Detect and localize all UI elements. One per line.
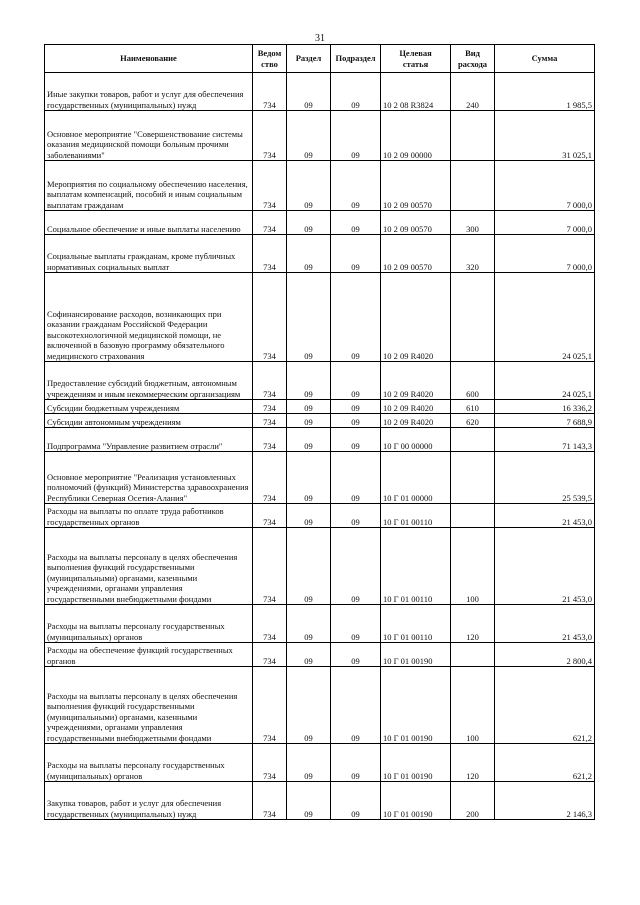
row-subsection: 09	[331, 235, 381, 273]
table-row	[45, 605, 595, 643]
row-section: 09	[287, 528, 331, 605]
row-amount: 16 336,2	[495, 400, 595, 414]
row-section: 09	[287, 667, 331, 744]
row-subsection: 09	[331, 73, 381, 111]
row-target: 10 2 09 R4020	[381, 400, 451, 414]
row-amount: 21 453,0	[495, 605, 595, 643]
row-target: 10 Г 01 00000	[381, 452, 451, 504]
row-type: 320	[451, 235, 495, 273]
row-subsection: 09	[331, 744, 381, 782]
row-subsection: 09	[331, 273, 381, 362]
table-row	[45, 400, 595, 414]
row-section: 09	[287, 111, 331, 161]
row-amount: 71 143,3	[495, 428, 595, 452]
row-amount: 24 025,1	[495, 273, 595, 362]
row-target: 10 Г 01 00110	[381, 605, 451, 643]
row-type: 300	[451, 211, 495, 235]
row-section: 09	[287, 161, 331, 211]
row-amount: 7 000,0	[495, 211, 595, 235]
row-amount: 2 146,3	[495, 782, 595, 820]
row-type	[451, 504, 495, 528]
row-target: 10 Г 01 00190	[381, 744, 451, 782]
row-dept: 734	[253, 744, 287, 782]
row-subsection: 09	[331, 362, 381, 400]
row-dept: 734	[253, 414, 287, 428]
row-amount: 21 453,0	[495, 528, 595, 605]
row-name: Расходы на выплаты персоналу в целях обеспечения выполнения функций государственными (муниципальными) органами, казенными учреждениями, органами управления государственными внебюджетными фондами	[45, 667, 253, 744]
row-section: 09	[287, 744, 331, 782]
row-section: 09	[287, 643, 331, 667]
header-subsection: Подраздел	[331, 45, 381, 73]
row-target: 10 2 09 R4020	[381, 273, 451, 362]
row-name: Иные закупки товаров, работ и услуг для обеспечения государственных (муниципальных) нужд	[45, 73, 253, 111]
row-amount: 7 000,0	[495, 235, 595, 273]
row-section: 09	[287, 782, 331, 820]
row-type: 240	[451, 73, 495, 111]
row-target: 10 Г 01 00190	[381, 643, 451, 667]
row-target: 10 2 09 R4020	[381, 414, 451, 428]
row-name: Социальные выплаты гражданам, кроме публичных нормативных социальных выплат	[45, 235, 253, 273]
row-target: 10 2 09 00000	[381, 111, 451, 161]
row-subsection: 09	[331, 643, 381, 667]
row-amount: 7 000,0	[495, 161, 595, 211]
row-target: 10 2 08 R3824	[381, 73, 451, 111]
header-amount: Сумма	[495, 45, 595, 73]
row-type	[451, 273, 495, 362]
row-subsection: 09	[331, 211, 381, 235]
row-name: Основное мероприятие "Совершенствование системы оказания медицинской помощи больным прочими заболеваниями"	[45, 111, 253, 161]
table-row	[45, 428, 595, 452]
row-amount: 621,2	[495, 667, 595, 744]
row-name: Субсидии бюджетным учреждениям	[45, 400, 253, 414]
row-section: 09	[287, 273, 331, 362]
row-type	[451, 452, 495, 504]
row-subsection: 09	[331, 111, 381, 161]
row-target: 10 2 09 R4020	[381, 362, 451, 400]
row-dept: 734	[253, 273, 287, 362]
row-dept: 734	[253, 211, 287, 235]
row-dept: 734	[253, 400, 287, 414]
row-type: 620	[451, 414, 495, 428]
row-section: 09	[287, 400, 331, 414]
row-target: 10 2 09 00570	[381, 161, 451, 211]
row-name: Расходы на выплаты персоналу в целях обеспечения выполнения функций государственными (муниципальными) органами, казенными учреждениями, органами управления государственными внебюджетными фондами	[45, 528, 253, 605]
row-dept: 734	[253, 161, 287, 211]
row-amount: 24 025,1	[495, 362, 595, 400]
table-row	[45, 211, 595, 235]
row-type: 200	[451, 782, 495, 820]
table-row	[45, 161, 595, 211]
row-type: 100	[451, 667, 495, 744]
row-section: 09	[287, 428, 331, 452]
row-amount: 621,2	[495, 744, 595, 782]
row-name: Расходы на выплаты персоналу государственных (муниципальных) органов	[45, 605, 253, 643]
table-row	[45, 273, 595, 362]
row-type	[451, 428, 495, 452]
table-row	[45, 782, 595, 820]
row-dept: 734	[253, 235, 287, 273]
table-row	[45, 452, 595, 504]
row-dept: 734	[253, 782, 287, 820]
header-type: Вид расхода	[451, 45, 495, 73]
table-row	[45, 73, 595, 111]
row-subsection: 09	[331, 667, 381, 744]
row-type	[451, 643, 495, 667]
row-name: Субсидии автономным учреждениям	[45, 414, 253, 428]
row-section: 09	[287, 211, 331, 235]
row-amount: 7 688,9	[495, 414, 595, 428]
row-target: 10 Г 01 00190	[381, 667, 451, 744]
row-dept: 734	[253, 528, 287, 605]
row-name: Расходы на обеспечение функций государственных органов	[45, 643, 253, 667]
row-subsection: 09	[331, 528, 381, 605]
table-row	[45, 667, 595, 744]
row-dept: 734	[253, 362, 287, 400]
row-subsection: 09	[331, 605, 381, 643]
row-target: 10 Г 01 00110	[381, 504, 451, 528]
table-row	[45, 414, 595, 428]
row-target: 10 2 09 00570	[381, 211, 451, 235]
table-row	[45, 235, 595, 273]
table-row	[45, 504, 595, 528]
row-amount: 2 800,4	[495, 643, 595, 667]
table-row	[45, 111, 595, 161]
row-subsection: 09	[331, 782, 381, 820]
row-dept: 734	[253, 452, 287, 504]
page-number: 31	[315, 33, 325, 44]
row-subsection: 09	[331, 400, 381, 414]
row-target: 10 Г 01 00190	[381, 782, 451, 820]
row-type: 120	[451, 744, 495, 782]
row-subsection: 09	[331, 161, 381, 211]
row-subsection: 09	[331, 452, 381, 504]
row-type: 610	[451, 400, 495, 414]
row-name: Расходы на выплаты персоналу государственных (муниципальных) органов	[45, 744, 253, 782]
row-type: 600	[451, 362, 495, 400]
row-name: Расходы на выплаты по оплате труда работников государственных органов	[45, 504, 253, 528]
header-dept: Ведом ство	[253, 45, 287, 73]
row-target: 10 2 09 00570	[381, 235, 451, 273]
row-name: Предоставление субсидий бюджетным, автономным учреждениям и иным некоммерческим организациям	[45, 362, 253, 400]
row-subsection: 09	[331, 428, 381, 452]
row-dept: 734	[253, 428, 287, 452]
row-section: 09	[287, 235, 331, 273]
row-type	[451, 111, 495, 161]
row-amount: 21 453,0	[495, 504, 595, 528]
header-target: Целевая статья	[381, 45, 451, 73]
row-name: Подпрограмма "Управление развитием отрасли"	[45, 428, 253, 452]
row-target: 10 Г 00 00000	[381, 428, 451, 452]
row-name: Софинансирование расходов, возникающих при оказании гражданам Российской Федерации высокотехнологичной медицинской помощи, не включенной в базовую программу обязательного медицинского страхования	[45, 273, 253, 362]
header-section: Раздел	[287, 45, 331, 73]
table-row	[45, 528, 595, 605]
row-type: 120	[451, 605, 495, 643]
row-dept: 734	[253, 667, 287, 744]
row-amount: 25 539,5	[495, 452, 595, 504]
row-name: Социальное обеспечение и иные выплаты населению	[45, 211, 253, 235]
row-subsection: 09	[331, 414, 381, 428]
row-dept: 734	[253, 73, 287, 111]
table-row	[45, 744, 595, 782]
row-section: 09	[287, 605, 331, 643]
budget-table	[44, 44, 595, 820]
row-name: Мероприятия по социальному обеспечению населения, выплатам компенсаций, пособий и иным социальным выплатам гражданам	[45, 161, 253, 211]
row-dept: 734	[253, 605, 287, 643]
row-amount: 31 025,1	[495, 111, 595, 161]
row-section: 09	[287, 414, 331, 428]
table-row	[45, 362, 595, 400]
row-dept: 734	[253, 111, 287, 161]
table-row	[45, 643, 595, 667]
row-name: Основное мероприятие "Реализация установленных полномочий (функций) Министерства здравоохранения Республики Северная Осетия-Алания"	[45, 452, 253, 504]
header-name: Наименование	[45, 45, 253, 73]
row-section: 09	[287, 73, 331, 111]
row-amount: 1 985,5	[495, 73, 595, 111]
row-target: 10 Г 01 00110	[381, 528, 451, 605]
row-section: 09	[287, 452, 331, 504]
table-header-row	[45, 45, 595, 73]
row-dept: 734	[253, 643, 287, 667]
row-name: Закупка товаров, работ и услуг для обеспечения государственных (муниципальных) нужд	[45, 782, 253, 820]
row-type: 100	[451, 528, 495, 605]
row-section: 09	[287, 504, 331, 528]
row-type	[451, 161, 495, 211]
row-subsection: 09	[331, 504, 381, 528]
row-dept: 734	[253, 504, 287, 528]
row-section: 09	[287, 362, 331, 400]
